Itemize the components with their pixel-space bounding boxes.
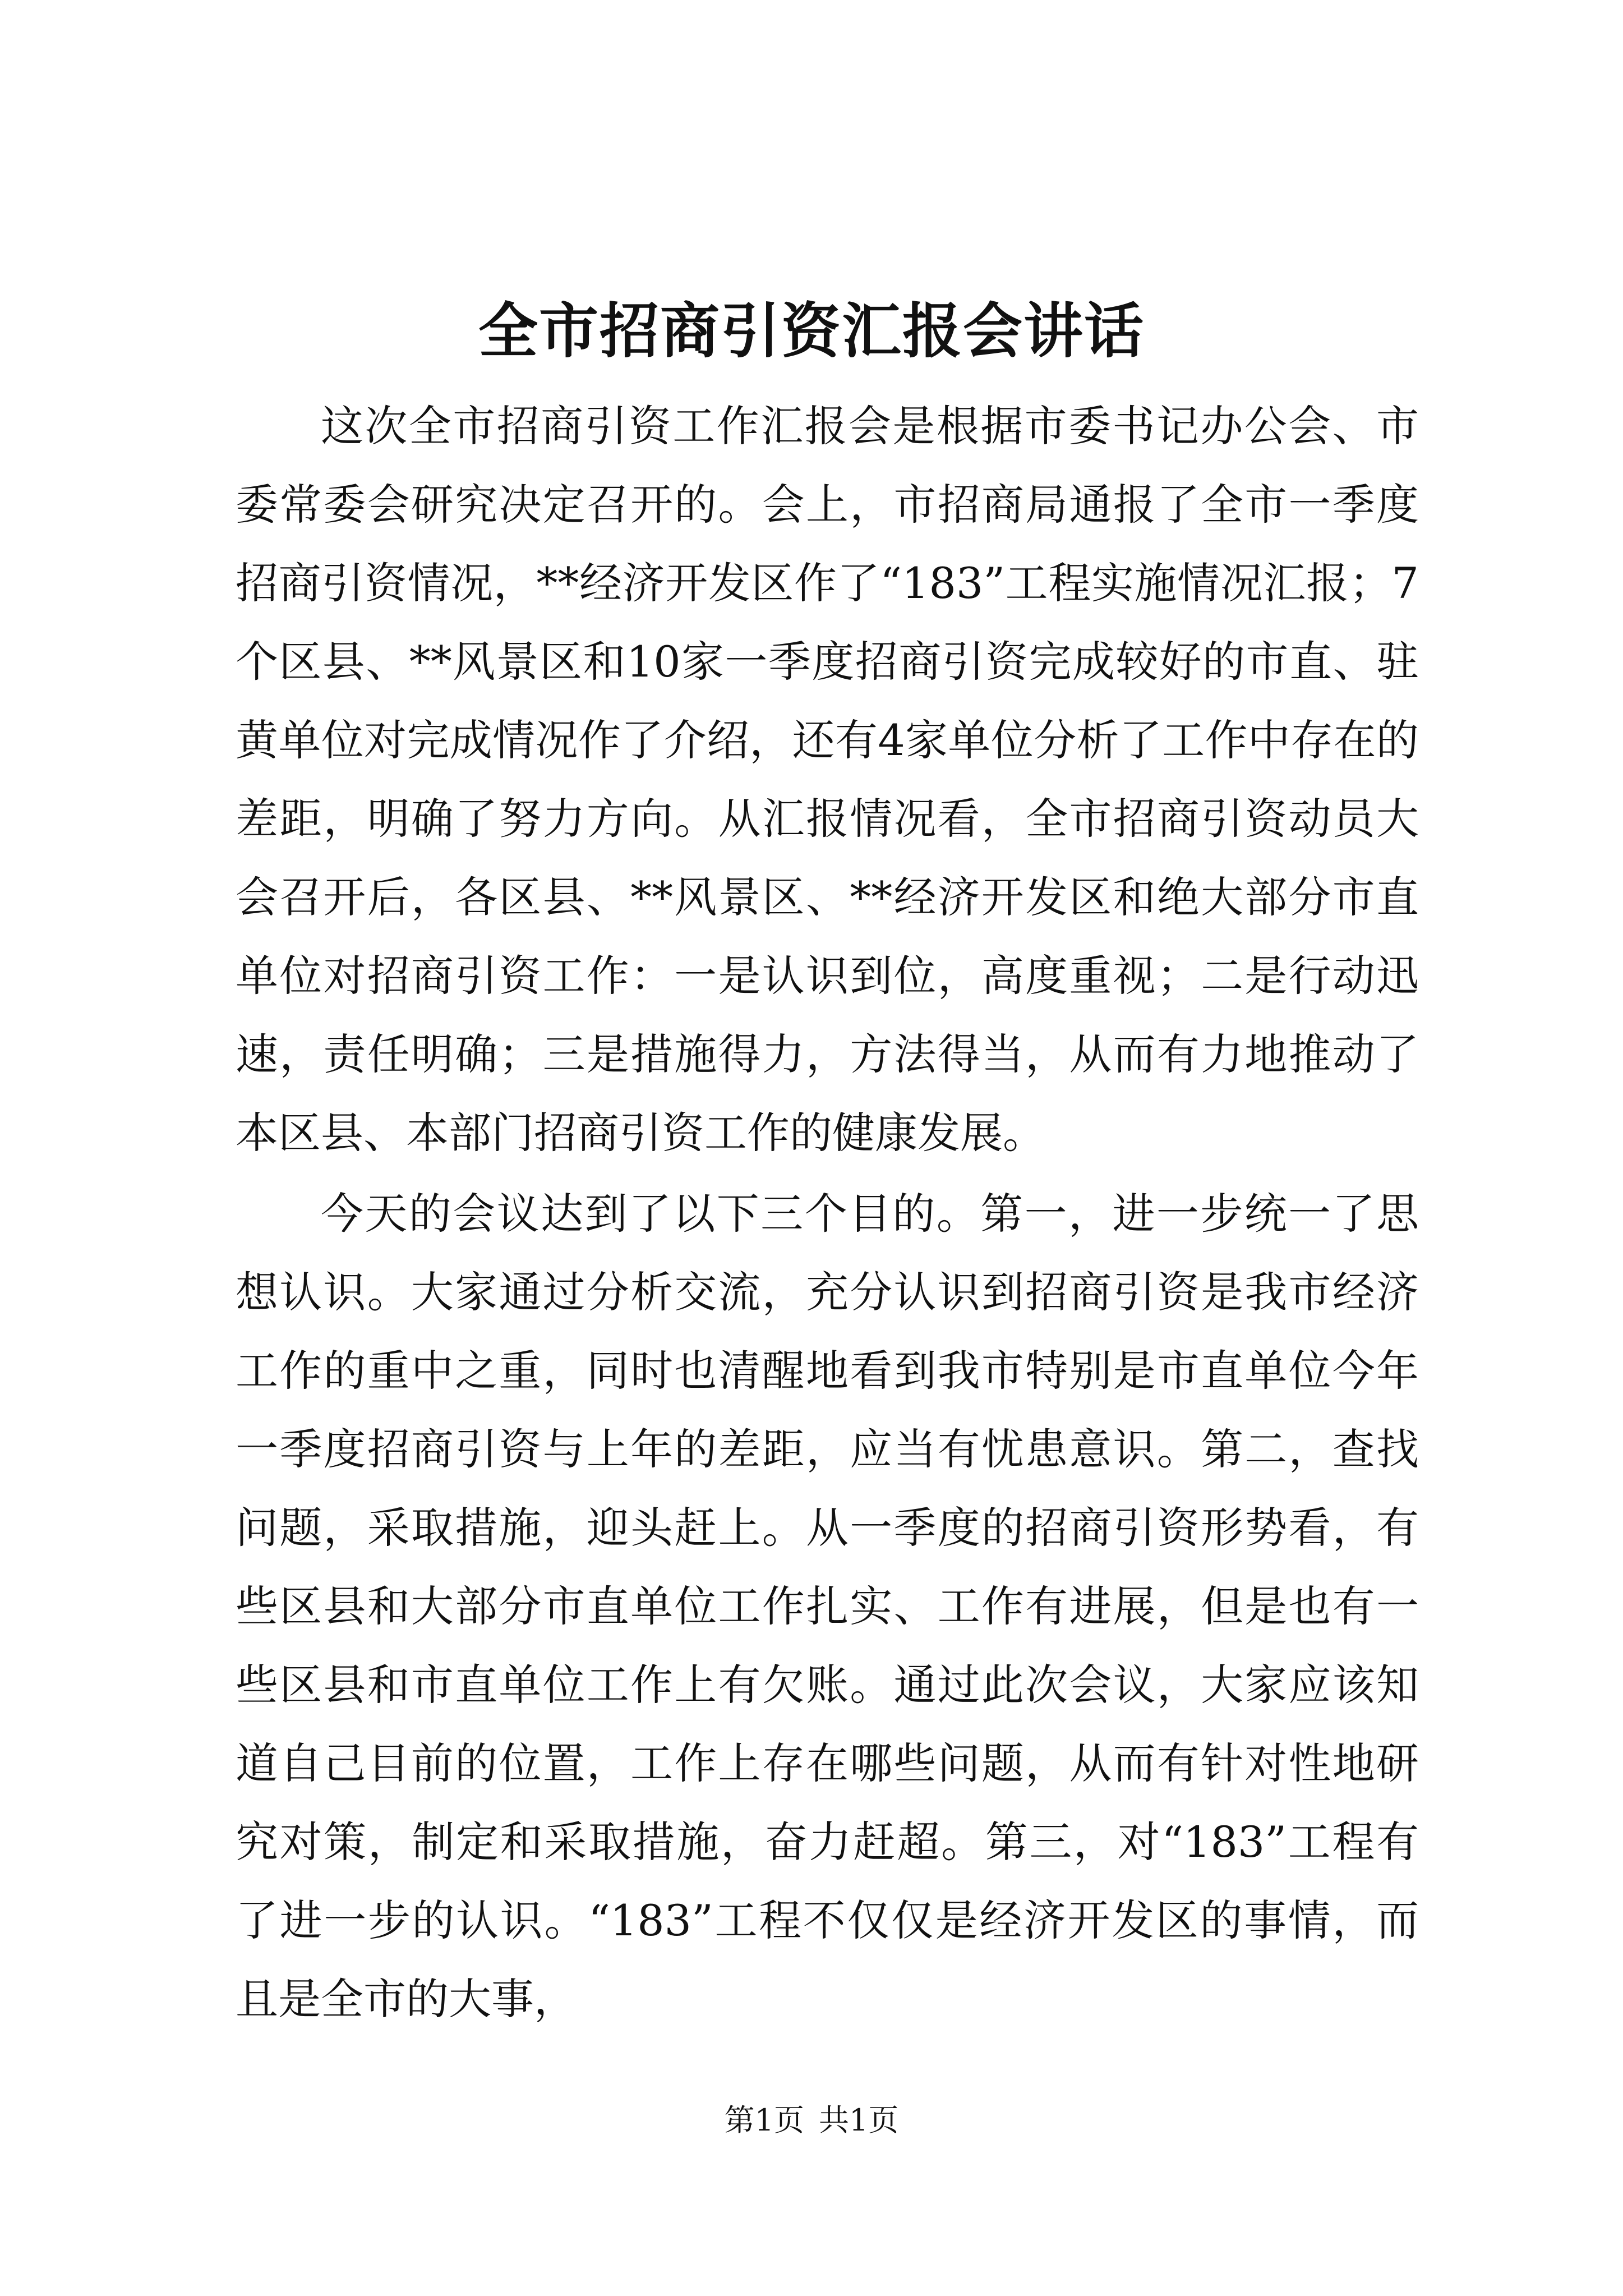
paragraph-1: 这次全市招商引资工作汇报会是根据市委书记办公会、市委常委会研究决定召开的。会上，市招商局通报了全市一季度招商引资情况，**经济开发区作了“183”工程实施情况汇报；7个区县、**风景区和10家一季度招商引资完成较好的市直、驻黄单位对完成情况作了介绍，还有4家单位分析了工作中存在的差距，明确了努力方向。从汇报情况看，全市招商引资动员大会召开后，各区县、**风景区、**经济开发区和绝大部分市直单位对招商引资工作：一是认识到位，高度重视；二是行动迅速，责任明确；三是措施得力，方法得当，从而有力地推动了本区县、本部门招商引资工作的健康发展。 xyxy=(236,401,1419,1158)
page-total: 共1页 xyxy=(819,2102,899,2138)
page-number: 第1页 xyxy=(724,2102,804,2138)
document-body xyxy=(236,387,1419,2041)
paragraph-2: 今天的会议达到了以下三个目的。第一，进一步统一了思想认识。大家通过分析交流，充分认识到招商引资是我市经济工作的重中之重，同时也清醒地看到我市特别是市直单位今年一季度招商引资与上年的差距，应当有忧患意识。第二，查找问题，采取措施，迎头赶上。从一季度的招商引资形势看，有些区县和大部分市直单位工作扎实、工作有进展，但是也有一些区县和市直单位工作上有欠账。通过此次会议，大家应该知道自己目前的位置，工作上存在哪些问题，从而有针对性地研究对策，制定和采取措施，奋力赶超。第三，对“183”工程有了进一步的认识。“183”工程不仅仅是经济开发区的事情，而且是全市的大事， xyxy=(236,1189,1419,2024)
document-title: 全市招商引资汇报会讲话 xyxy=(478,296,1145,366)
page-footer xyxy=(0,2098,1623,2143)
